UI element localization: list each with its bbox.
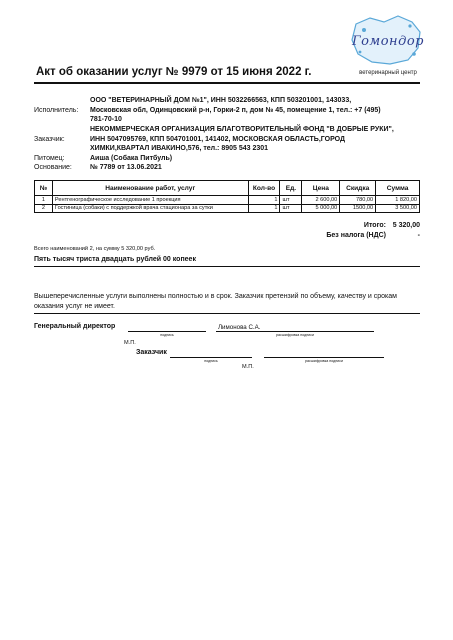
executor-line: Московская обл, Одинцовский р-н, Горки-2 п, дом № 45, помещение 1, тел.: +7 (495) [90, 106, 381, 114]
row-price: 5 000,00 [302, 204, 340, 213]
document-title: Акт об оказании услуг № 9979 от 15 июня 2022 г. [36, 66, 312, 78]
row-unit: шт [280, 196, 302, 205]
row-qty: 1 [248, 204, 280, 213]
director-decoding-caption: расшифровка подписи [276, 333, 314, 337]
row-sum: 1 820,00 [376, 196, 420, 205]
director-decoding-line [216, 331, 374, 332]
pet-value: Аиша (Собака Питбуль) [90, 155, 173, 162]
col-header-qty: Кол-во [248, 181, 280, 196]
executor-line: 781-70-10 [90, 116, 122, 123]
row-service-name: Рентгенографическое исследование 1 проекция [52, 196, 248, 205]
table-row [35, 204, 420, 213]
customer-line: НЕКОММЕРЧЕСКАЯ ОРГАНИЗАЦИЯ БЛАГОТВОРИТЕЛЬНЫЙ ФОНД "В ДОБРЫЕ РУКИ", [90, 126, 394, 133]
executor-label: Исполнитель: [34, 106, 79, 114]
col-header-sum: Сумма [376, 181, 420, 196]
vat-label: Без налога (НДС) [326, 232, 386, 239]
col-header-number: № [35, 181, 53, 196]
customer-decoding-caption: расшифровка подписи [305, 359, 343, 363]
amount-in-words: Пять тысяч триста двадцать рублей 00 копеек [34, 256, 196, 263]
executor-details [90, 96, 430, 125]
signature-divider [34, 313, 420, 314]
col-header-discount: Скидка [340, 181, 376, 196]
pet-label: Питомец: [34, 155, 65, 162]
col-header-unit: Ед. [280, 181, 302, 196]
director-name: Лимонова С.А. [218, 324, 261, 331]
total-value: 5 320,00 [392, 222, 420, 229]
logo-wordmark: Гомондор [352, 34, 424, 49]
row-number: 2 [35, 204, 53, 213]
director-signature-caption: подпись [160, 333, 174, 337]
customer-line: ХИМКИ,КВАРТАЛ ИВАКИНО,576, тел.: 8905 543 2301 [90, 145, 269, 152]
vat-value: - [417, 232, 420, 239]
row-unit: шт [280, 204, 302, 213]
completion-notice: Вышеперечисленные услуги выполнены полностью и в срок. Заказчик претензий по объему, качеству и срокам оказания услуг не имеет. [34, 293, 397, 310]
row-price: 2 600,00 [302, 196, 340, 205]
summary-divider [34, 266, 420, 267]
row-discount: 780,00 [340, 196, 376, 205]
row-number: 1 [35, 196, 53, 205]
customer-label: Заказчик: [34, 135, 65, 143]
executor-line: ООО "ВЕТЕРИНАРНЫЙ ДОМ №1", ИНН 5032266563, КПП 503201001, 143033, [90, 97, 352, 104]
customer-stamp-mark: М.П. [242, 364, 254, 370]
total-label: Итого: [363, 222, 386, 229]
items-count-line: Всего наименований 2, на сумму 5 320,00 руб. [34, 246, 156, 252]
director-signature-line [128, 331, 206, 332]
customer-signature-label: Заказчик [136, 349, 167, 356]
row-discount: 1500,00 [340, 204, 376, 213]
row-service-name: Гостиница (собаки) с поддержкой врача стационара за сутки [52, 204, 248, 213]
customer-details [90, 125, 430, 154]
col-header-name: Наименование работ, услуг [52, 181, 248, 196]
customer-signature-caption: подпись [204, 359, 218, 363]
customer-decoding-line [264, 357, 384, 358]
customer-signature-line [170, 357, 252, 358]
basis-label: Основание: [34, 164, 72, 171]
company-logo [348, 14, 428, 78]
director-label: Генеральный директор [34, 323, 116, 330]
title-divider [34, 82, 420, 84]
executor-stamp-mark: М.П. [124, 340, 136, 346]
logo-subtitle: ветеринарный центр [359, 70, 417, 76]
services-table [34, 180, 420, 213]
col-header-price: Цена [302, 181, 340, 196]
row-qty: 1 [248, 196, 280, 205]
row-sum: 3 500,00 [376, 204, 420, 213]
table-header-row [35, 181, 420, 196]
table-row [35, 196, 420, 205]
customer-line: ИНН 5047095769, КПП 504701001, 141402, МОСКОВСКАЯ ОБЛАСТЬ,ГОРОД [90, 135, 346, 143]
basis-value: № 7789 от 13.06.2021 [90, 164, 162, 171]
